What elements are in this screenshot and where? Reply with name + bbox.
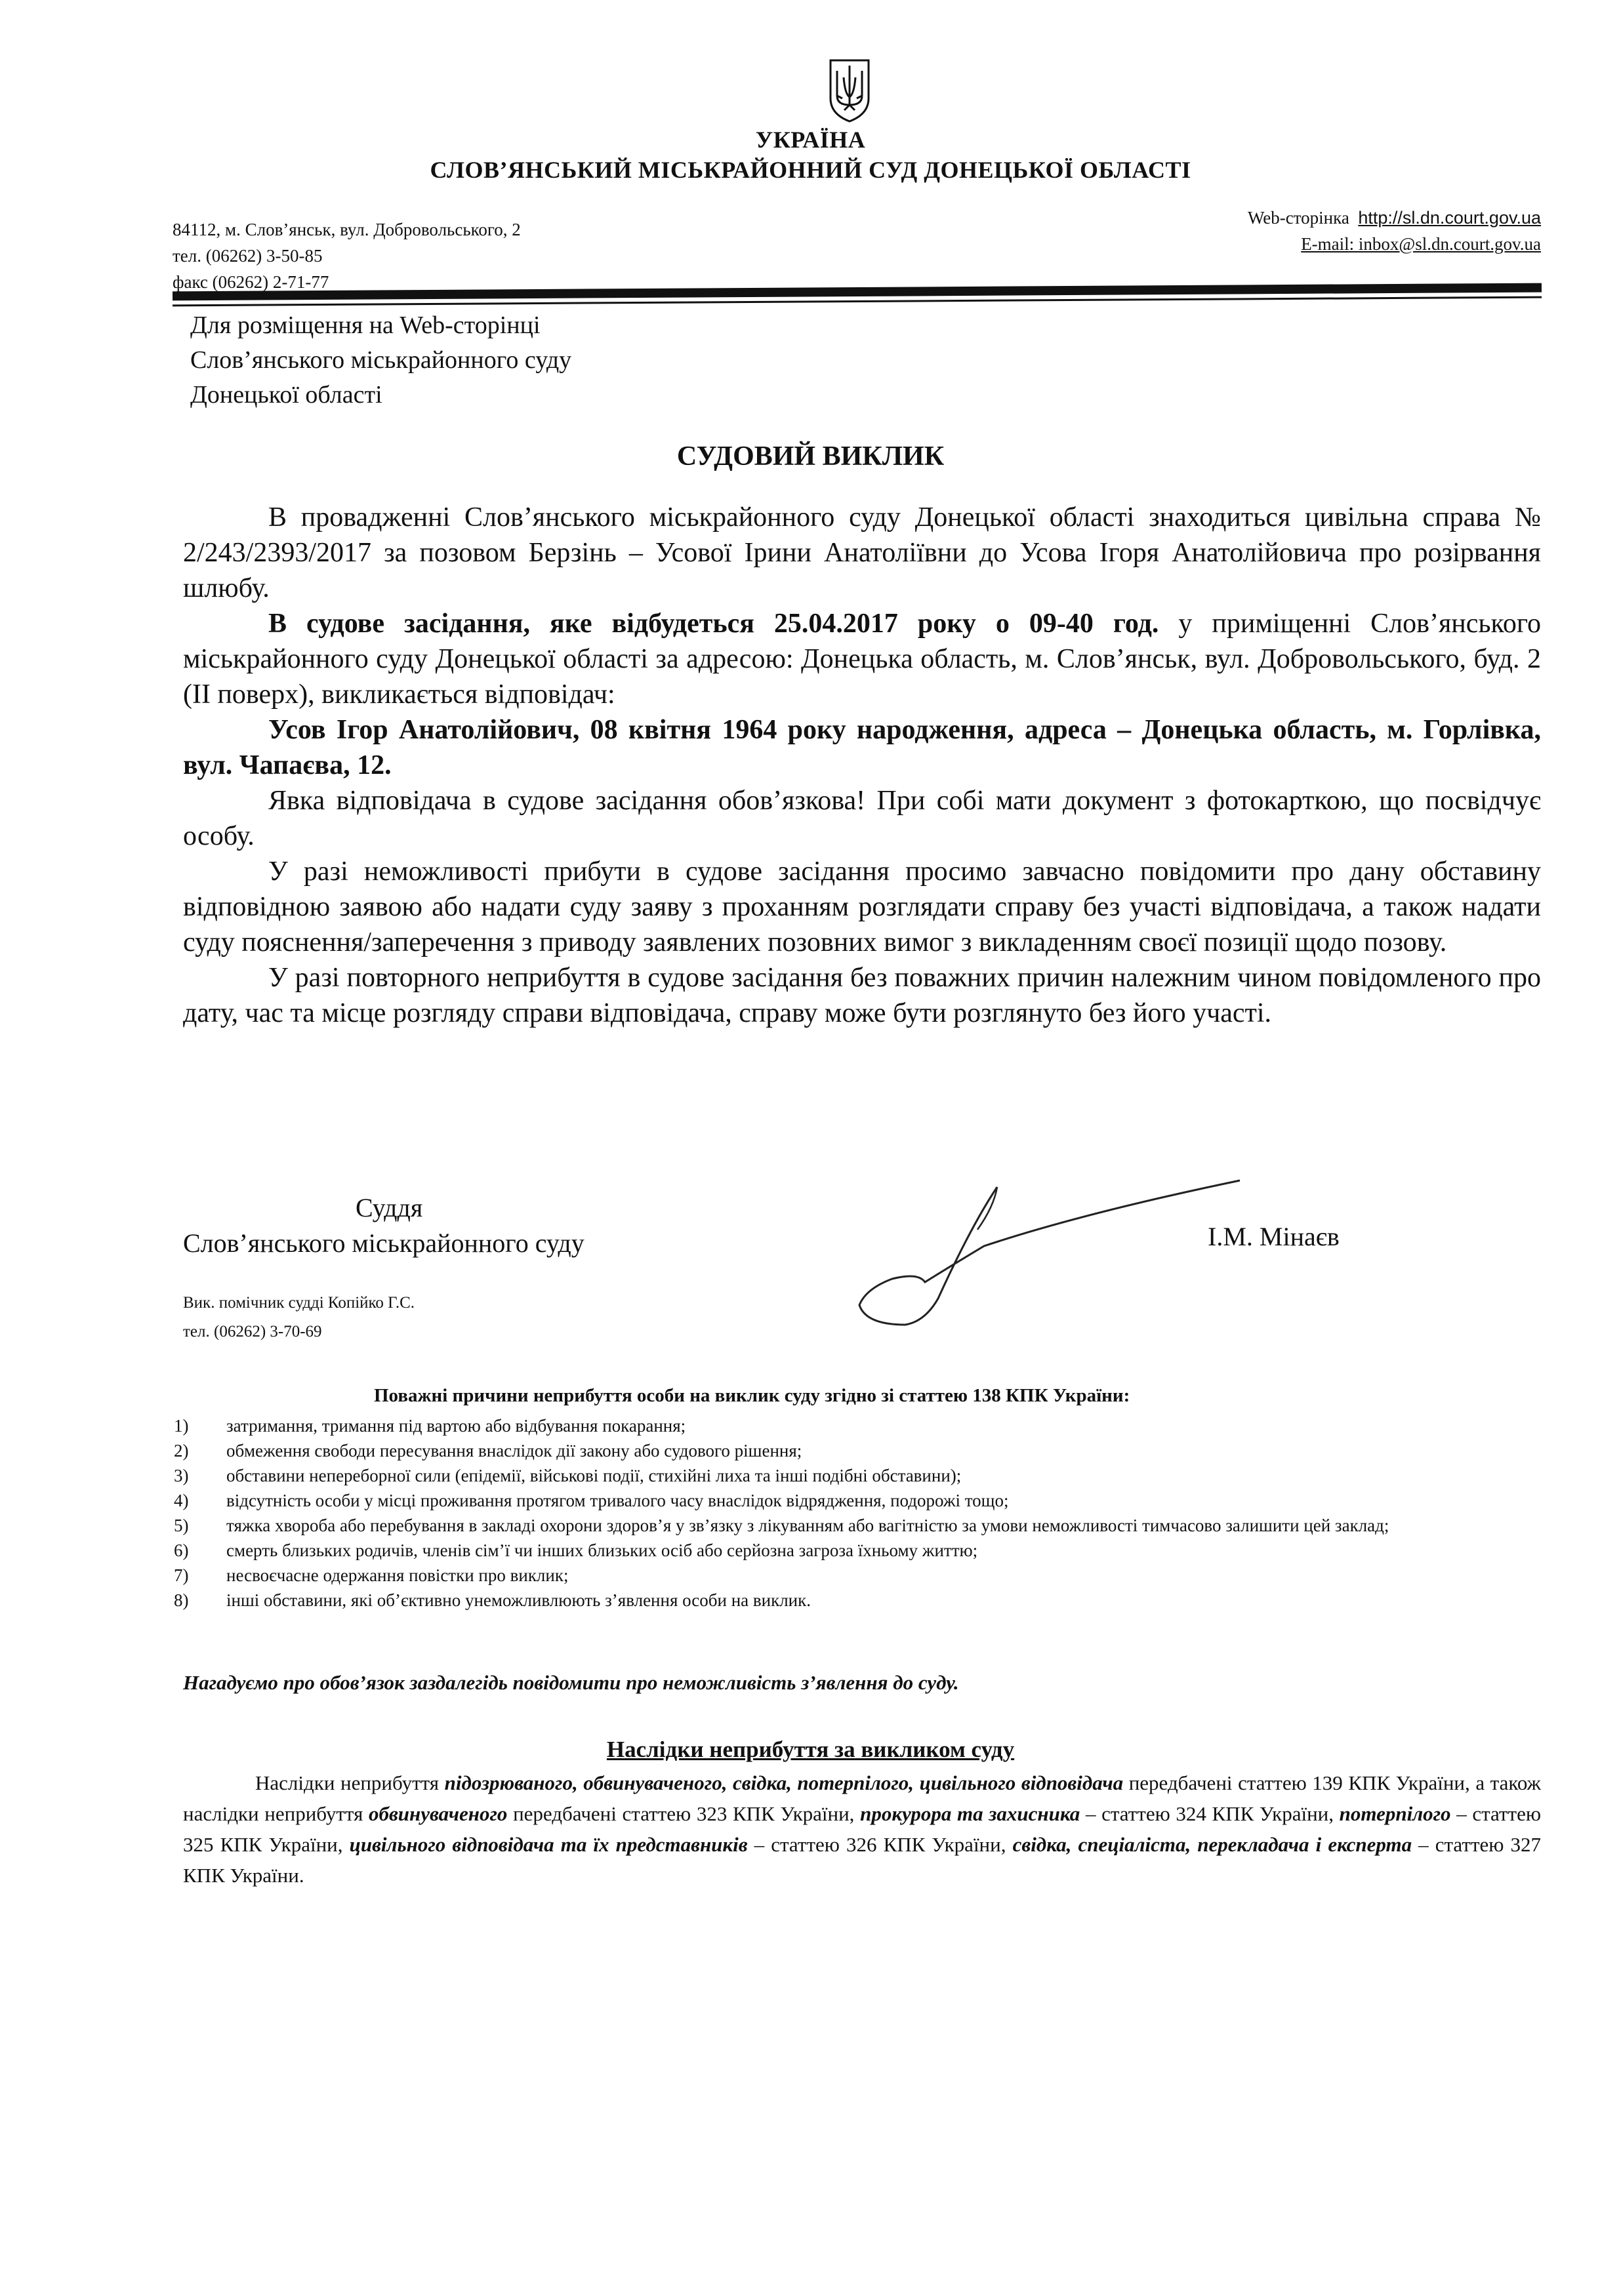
paragraph-absence: У разі повторного неприбуття в судове засідання без поважних причин належним чином повідомленого про дату, час та місце розгляду справи відповідача, справу може бути розглянуто без його участі.: [183, 963, 1541, 1028]
emphasis-segment: підозрюваного, обвинуваченого, свідка, потерпілого, цивільного відповідача: [444, 1771, 1124, 1794]
judge-role: Суддя: [356, 1193, 423, 1222]
paragraph-hearing: [183, 606, 1541, 712]
list-item: [174, 1513, 1542, 1538]
web-link[interactable]: http://sl.dn.court.gov.ua: [1358, 208, 1541, 228]
hearing-date: В судове засідання, яке відбудеться 25.04.2017 року о 09-40 год.: [268, 609, 1159, 639]
country-name: УКРАЇНА: [755, 127, 866, 153]
paragraph-notify: У разі неможливості прибути в судове засідання просимо завчасно повідомити про дану обставину відповідною заявою або надати суду заяву з проханням розглядати справу без участі відповідача, а також надати суду пояснення/заперечення з приводу заявлених позовних вимог з викладенням своєї позиції щодо позову.: [183, 856, 1541, 957]
trident-emblem: [828, 58, 871, 123]
item-text: смерть близьких родичів, членів сім’ї чи інших близьких осіб або серйозна загроза їхньому життю;: [226, 1541, 978, 1560]
item-text: тяжка хвороба або перебування в закладі охорони здоров’я у зв’язку з лікуванням або вагітністю за умови неможливості тимчасово залишити цей заклад;: [226, 1516, 1389, 1535]
item-text: обставини непереборної сили (епідемії, військові події, стихійні лиха та інші подібні обставини);: [226, 1466, 962, 1485]
emphasis-segment: потерпілого: [1339, 1802, 1451, 1825]
reminder-note: Нагадуємо про обов’язок заздалегідь повідомити про неможливість з’явлення до суду.: [183, 1671, 959, 1694]
consequences-heading: Наслідки неприбуття за викликом суду: [606, 1737, 1015, 1762]
court-phone: тел. (06262) 3-50-85: [173, 246, 323, 266]
assistant-phone: тел. (06262) 3-70-69: [183, 1323, 322, 1340]
hearing-location: у приміщенні Слов’янського міськрайонного суду Донецької області за адресою: Донецька область, м. Слов’янськ, вул. Добровольського, буд. 2 (ІІ поверх), викликається відповідач:: [183, 609, 1542, 710]
list-item: [174, 1463, 1542, 1488]
consequences-paragraph: [183, 1767, 1541, 1891]
item-text: несвоєчасне одержання повістки про виклик;: [226, 1565, 569, 1585]
assistant-name: Вик. помічник судді Копійко Г.С.: [183, 1294, 415, 1312]
recipient-line: Слов’янського міськрайонного суду: [190, 346, 572, 374]
item-number: 1): [174, 1416, 189, 1436]
text-segment: – статтею 324 КПК України,: [1080, 1802, 1340, 1825]
court-address: 84112, м. Слов’янськ, вул. Добровольського, 2: [173, 220, 521, 239]
court-fax: факс (06262) 2-71-77: [173, 272, 329, 292]
list-item: [174, 1438, 1542, 1463]
recipient-block: [190, 308, 571, 413]
item-number: 5): [174, 1516, 189, 1535]
paragraph-attendance: Явка відповідача в судове засідання обов’язкова! При собі мати документ з фотокарткою, що посвідчує особу.: [183, 786, 1541, 851]
item-text: інші обставини, які об’єктивно унеможливлюють з’явлення особи на виклик.: [226, 1590, 811, 1610]
court-web-contacts: [1248, 205, 1541, 257]
item-text: затримання, тримання під вартою або відбування покарання;: [226, 1416, 686, 1436]
item-number: 7): [174, 1565, 189, 1585]
text-segment: – статтею 327 КПК України.: [183, 1833, 1541, 1887]
handwritten-signature: [820, 1167, 1246, 1341]
text-segment: передбачені статтею 323 КПК України,: [507, 1802, 861, 1825]
web-label: Web-сторінка: [1247, 208, 1349, 228]
summons-body: [183, 500, 1541, 1031]
item-number: 8): [174, 1590, 189, 1610]
list-item: [174, 1488, 1542, 1513]
item-text: відсутність особи у місці проживання протягом тривалого часу внаслідок відрядження, подорожі тощо;: [226, 1491, 1009, 1510]
paragraph-defendant: Усов Ігор Анатолійович, 08 квітня 1964 року народження, адреса – Донецька область, м. Горлівка, вул. Чапаєва, 12.: [183, 715, 1541, 780]
document-title: СУДОВИЙ ВИКЛИК: [676, 441, 945, 472]
court-name: СЛОВ’ЯНСЬКИЙ МІСЬКРАЙОННИЙ СУД ДОНЕЦЬКОЇ ОБЛАСТІ: [430, 157, 1191, 183]
list-item: [174, 1538, 1542, 1563]
list-item: [174, 1413, 1542, 1438]
emphasis-segment: цивільного відповідача та їх представників: [349, 1833, 748, 1856]
item-number: 6): [174, 1541, 189, 1560]
court-contacts: [173, 216, 521, 295]
recipient-line: Донецької області: [190, 381, 382, 409]
reasons-list: [174, 1413, 1542, 1613]
paragraph-case: В провадженні Слов’янського міськрайонного суду Донецької області знаходиться цивільна справа № 2/243/2393/2017 за позовом Берзінь – Усової Ірини Анатоліївни до Усова Ігоря Анатолійовича про розірвання шлюбу.: [183, 502, 1541, 603]
judge-court: Слов’янського міськрайонного суду: [183, 1228, 585, 1258]
judge-name: І.М. Мінаєв: [1208, 1222, 1340, 1251]
emphasis-segment: свідка, спеціаліста, перекладача і експерта: [1012, 1833, 1412, 1856]
emphasis-segment: обвинуваченого: [368, 1802, 508, 1825]
assistant-info: [183, 1289, 415, 1346]
item-number: 3): [174, 1466, 189, 1485]
item-number: 4): [174, 1491, 189, 1510]
text-segment: – статтею 325 КПК України,: [183, 1802, 1542, 1856]
text-segment: передбачені статтею 139 КПК України, а також наслідки неприбуття: [183, 1771, 1541, 1825]
item-text: обмеження свободи пересування внаслідок дії закону або судового рішення;: [226, 1441, 802, 1460]
recipient-line: Для розміщення на Web-сторінці: [190, 312, 541, 339]
reasons-heading: Поважні причини неприбуття особи на виклик суду згідно зі статтею 138 КПК України:: [374, 1385, 1130, 1406]
item-number: 2): [174, 1441, 189, 1460]
text-segment: – статтею 326 КПК України,: [747, 1833, 1013, 1856]
list-item: [174, 1588, 1542, 1613]
emphasis-segment: прокурора та захисника: [860, 1802, 1080, 1825]
list-item: [174, 1563, 1542, 1588]
email-link[interactable]: E-mail: inbox@sl.dn.court.gov.ua: [1301, 234, 1541, 254]
text-segment: Наслідки неприбуття: [255, 1771, 445, 1794]
